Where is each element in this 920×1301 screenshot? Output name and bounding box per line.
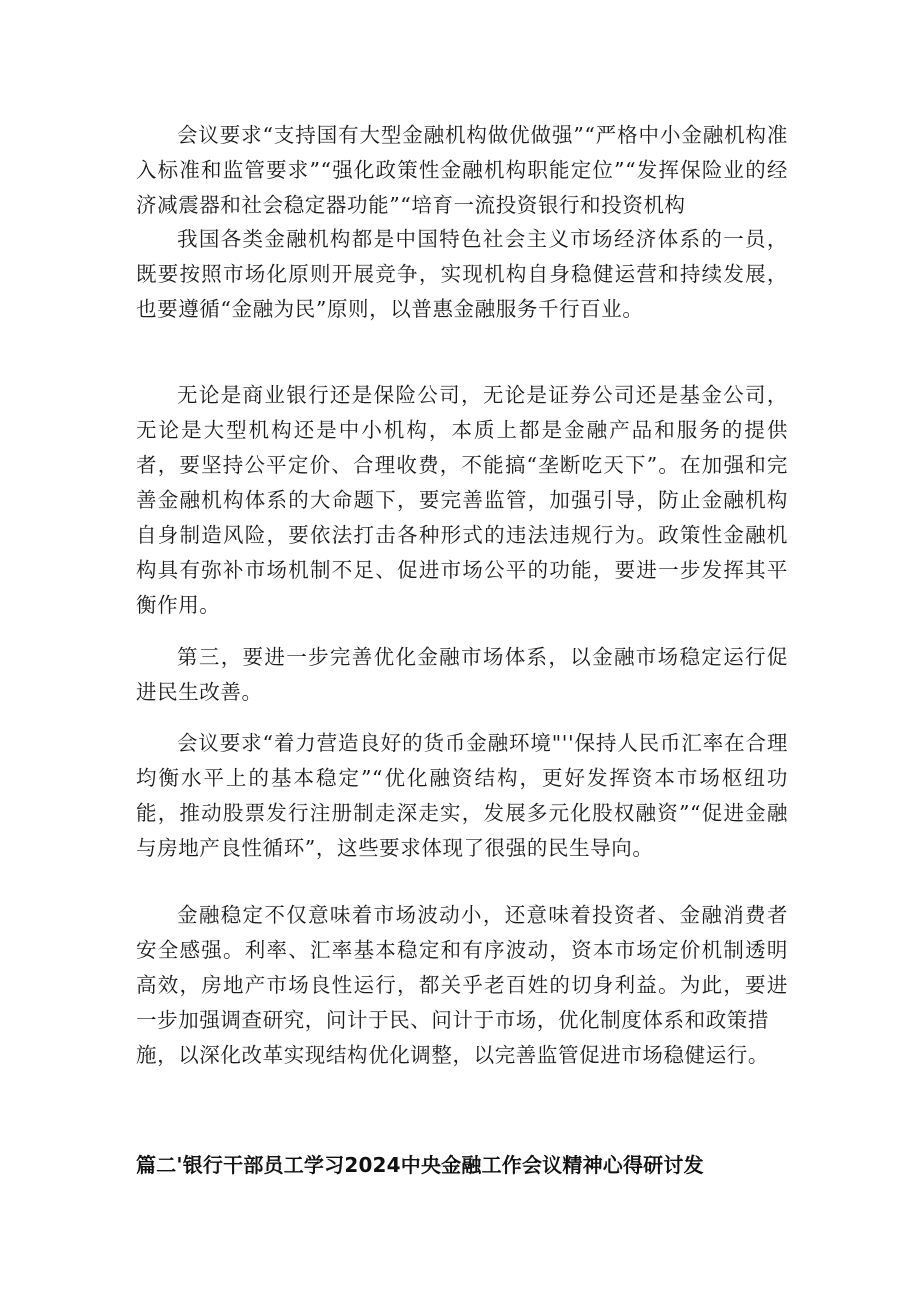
- section-heading: 篇二'银行干部员工学习2024中央金融工作会议精神心得研讨发: [136, 1153, 704, 1177]
- paragraph-third-point-market-system: 第三，要进一步完善优化金融市场体系，以金融市场稳定运行促进民生改善。: [136, 645, 788, 704]
- paragraph-meeting-requirements-institutions: 会议要求“支持国有大型金融机构做优做强”“严格中小金融机构准入标准和监管要求”“强化政策性金融机构职能定位”“发挥保险业的经济减震器和社会稳定器功能”“培育一流投资银行和投资机构: [136, 123, 788, 217]
- paragraph-financial-stability: 金融稳定不仅意味着市场波动小，还意味着投资者、金融消费者安全感强。利率、汇率基本稳定和有序波动，资本市场定价机制透明高效，房地产市场良性运行，都关乎老百姓的切身利益。为此，要进一步加强调查研究，问计于民、问计于市场，优化制度体系和政策措 施，以深化改革实现结构优化调整，以完善监管促进市场稳健运行。: [136, 903, 788, 1067]
- paragraph-meeting-requirements-market: 会议要求“着力营造良好的货币金融环境"''保持人民币汇率在合理均衡水平上的基本稳定”“优化融资结构，更好发挥资本市场枢纽功能，推动股票发行注册制走深走实，发展多元化股权融资”“促进金融与房地产良性循环”，这些要求体现了很强的民生导向。: [136, 731, 788, 860]
- paragraph-financial-institutions-role: 我国各类金融机构都是中国特色社会主义市场经济体系的一员，既要按照市场化原则开展竞争，实现机构自身稳健运营和持续发展，也要遵循“金融为民”原则，以普惠金融服务千行百业。: [136, 227, 788, 321]
- paragraph-fair-pricing-regulation: 无论是商业银行还是保险公司，无论是证券公司还是基金公司，无论是大型机构还是中小机构，本质上都是金融产品和服务的提供者，要坚持公平定价、合理收费，不能搞“垄断吃天下”。在加强和完善金融机构体系的大命题下，要完善监管，加强引导，防止金融机构自身制造风险，要依法打击各种形式的违法违规行为。政策性金融机构具有弥补市场机制不足、促进市场公平的功能，要进一步发挥其平衡作用。: [136, 383, 788, 617]
